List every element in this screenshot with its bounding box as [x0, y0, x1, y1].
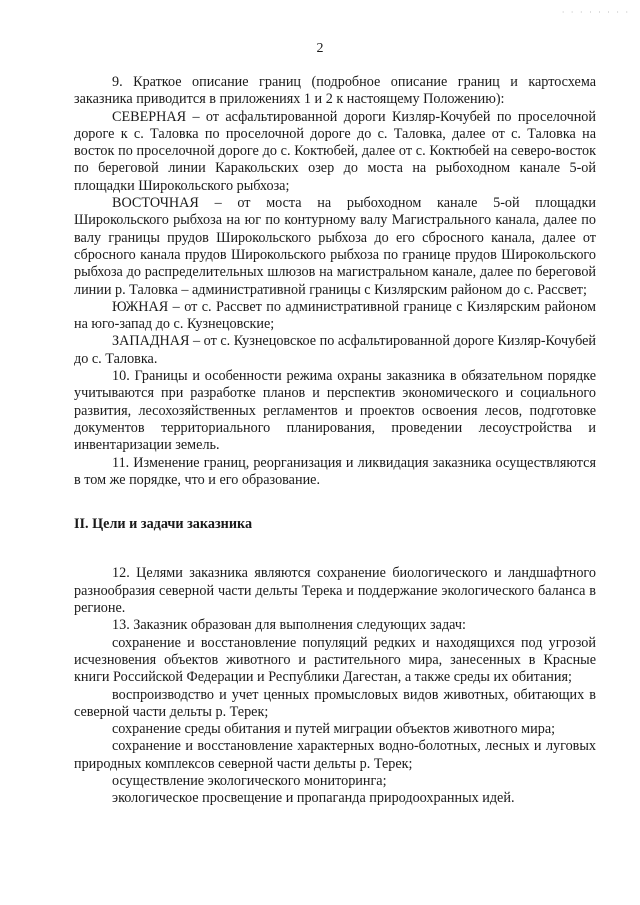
task-item: сохранение и восстановление популяций редких и находящихся под угрозой исчезновения объектов животного и растительного мира, занесенных в Красные книги Российской Федерации и Республики Дагестан, а также среды их обитания; — [74, 634, 596, 686]
boundary-north: СЕВЕРНАЯ – от асфальтированной дороги Кизляр-Кочубей по проселочной дороге к с. Таловка по проселочной дороге до с. Таловка, далее от с. Таловка на восток по проселочной дороге до с. Коктюбей, далее от с. Коктюбей на северо-восток по береговой линии Каракольских озер до моста на рыбоходном канале 5-ой площадки Широкольского рыбхоза; — [74, 108, 596, 194]
paragraph-11: 11. Изменение границ, реорганизация и ликвидация заказника осуществляются в том же порядке, что и его образование. — [74, 454, 596, 488]
boundary-east: ВОСТОЧНАЯ – от моста на рыбоходном канале 5-ой площадки Широкольского рыбхоза на юг по контурному валу Магистрального канала, далее по валу границы прудов Широкольского рыбхоза до его сбросного канала, далее от сбросного канала прудов Широкольского рыбхоза по границе прудов Широкольского рыбхоза до распределительных шлюзов на магистральном канале, далее по береговой линии р. Таловка – административной границы с Кизлярским районом до с. Рассвет; — [74, 195, 596, 298]
task-item: сохранение среды обитания и путей миграции объектов животного мира; — [112, 721, 556, 738]
section-heading: II. Цели и задачи заказника — [74, 516, 253, 533]
document-body — [74, 74, 596, 808]
boundary-south: ЮЖНАЯ – от с. Рассвет по административной границе с Кизлярским районом на юго-запад до с. Кузнецовские; — [74, 298, 596, 333]
paragraph-12: 12. Целями заказника являются сохранение биологического и ландшафтного разнообразия северной части дельты Терека и поддержание экологического баланса в регионе. — [74, 565, 596, 617]
paragraph-13: 13. Заказник образован для выполнения следующих задач: — [112, 617, 466, 634]
scan-artifact-dots: · · · · · · · · — [561, 8, 630, 17]
page-number: 2 — [316, 41, 324, 56]
task-item: экологическое просвещение и пропаганда природоохранных идей. — [112, 790, 515, 807]
task-item: воспроизводство и учет ценных промысловых видов животных, обитающих в северной части дельты р. Терек; — [74, 686, 596, 720]
paragraph-10: 10. Границы и особенности режима охраны заказника в обязательном порядке учитываются при разработке планов и перспектив экономического и социального развития, лесохозяйственных регламентов и проектов освоения лесов, подготовке документов территориального планирования, проведении лесоустройства и инвентаризации земель. — [74, 368, 596, 454]
task-item: осуществление экологического мониторинга; — [112, 772, 387, 789]
task-item: сохранение и восстановление характерных водно-болотных, лесных и луговых природных комплексов северной части дельты р. Терек; — [74, 738, 596, 772]
paragraph-9: 9. Краткое описание границ (подробное описание границ и картосхема заказника приводится в приложениях 1 и 2 к настоящему Положению): — [74, 74, 596, 108]
boundary-west: ЗАПАДНАЯ – от с. Кузнецовское по асфальтированной дороге Кизляр-Кочубей до с. Таловка. — [74, 333, 596, 367]
